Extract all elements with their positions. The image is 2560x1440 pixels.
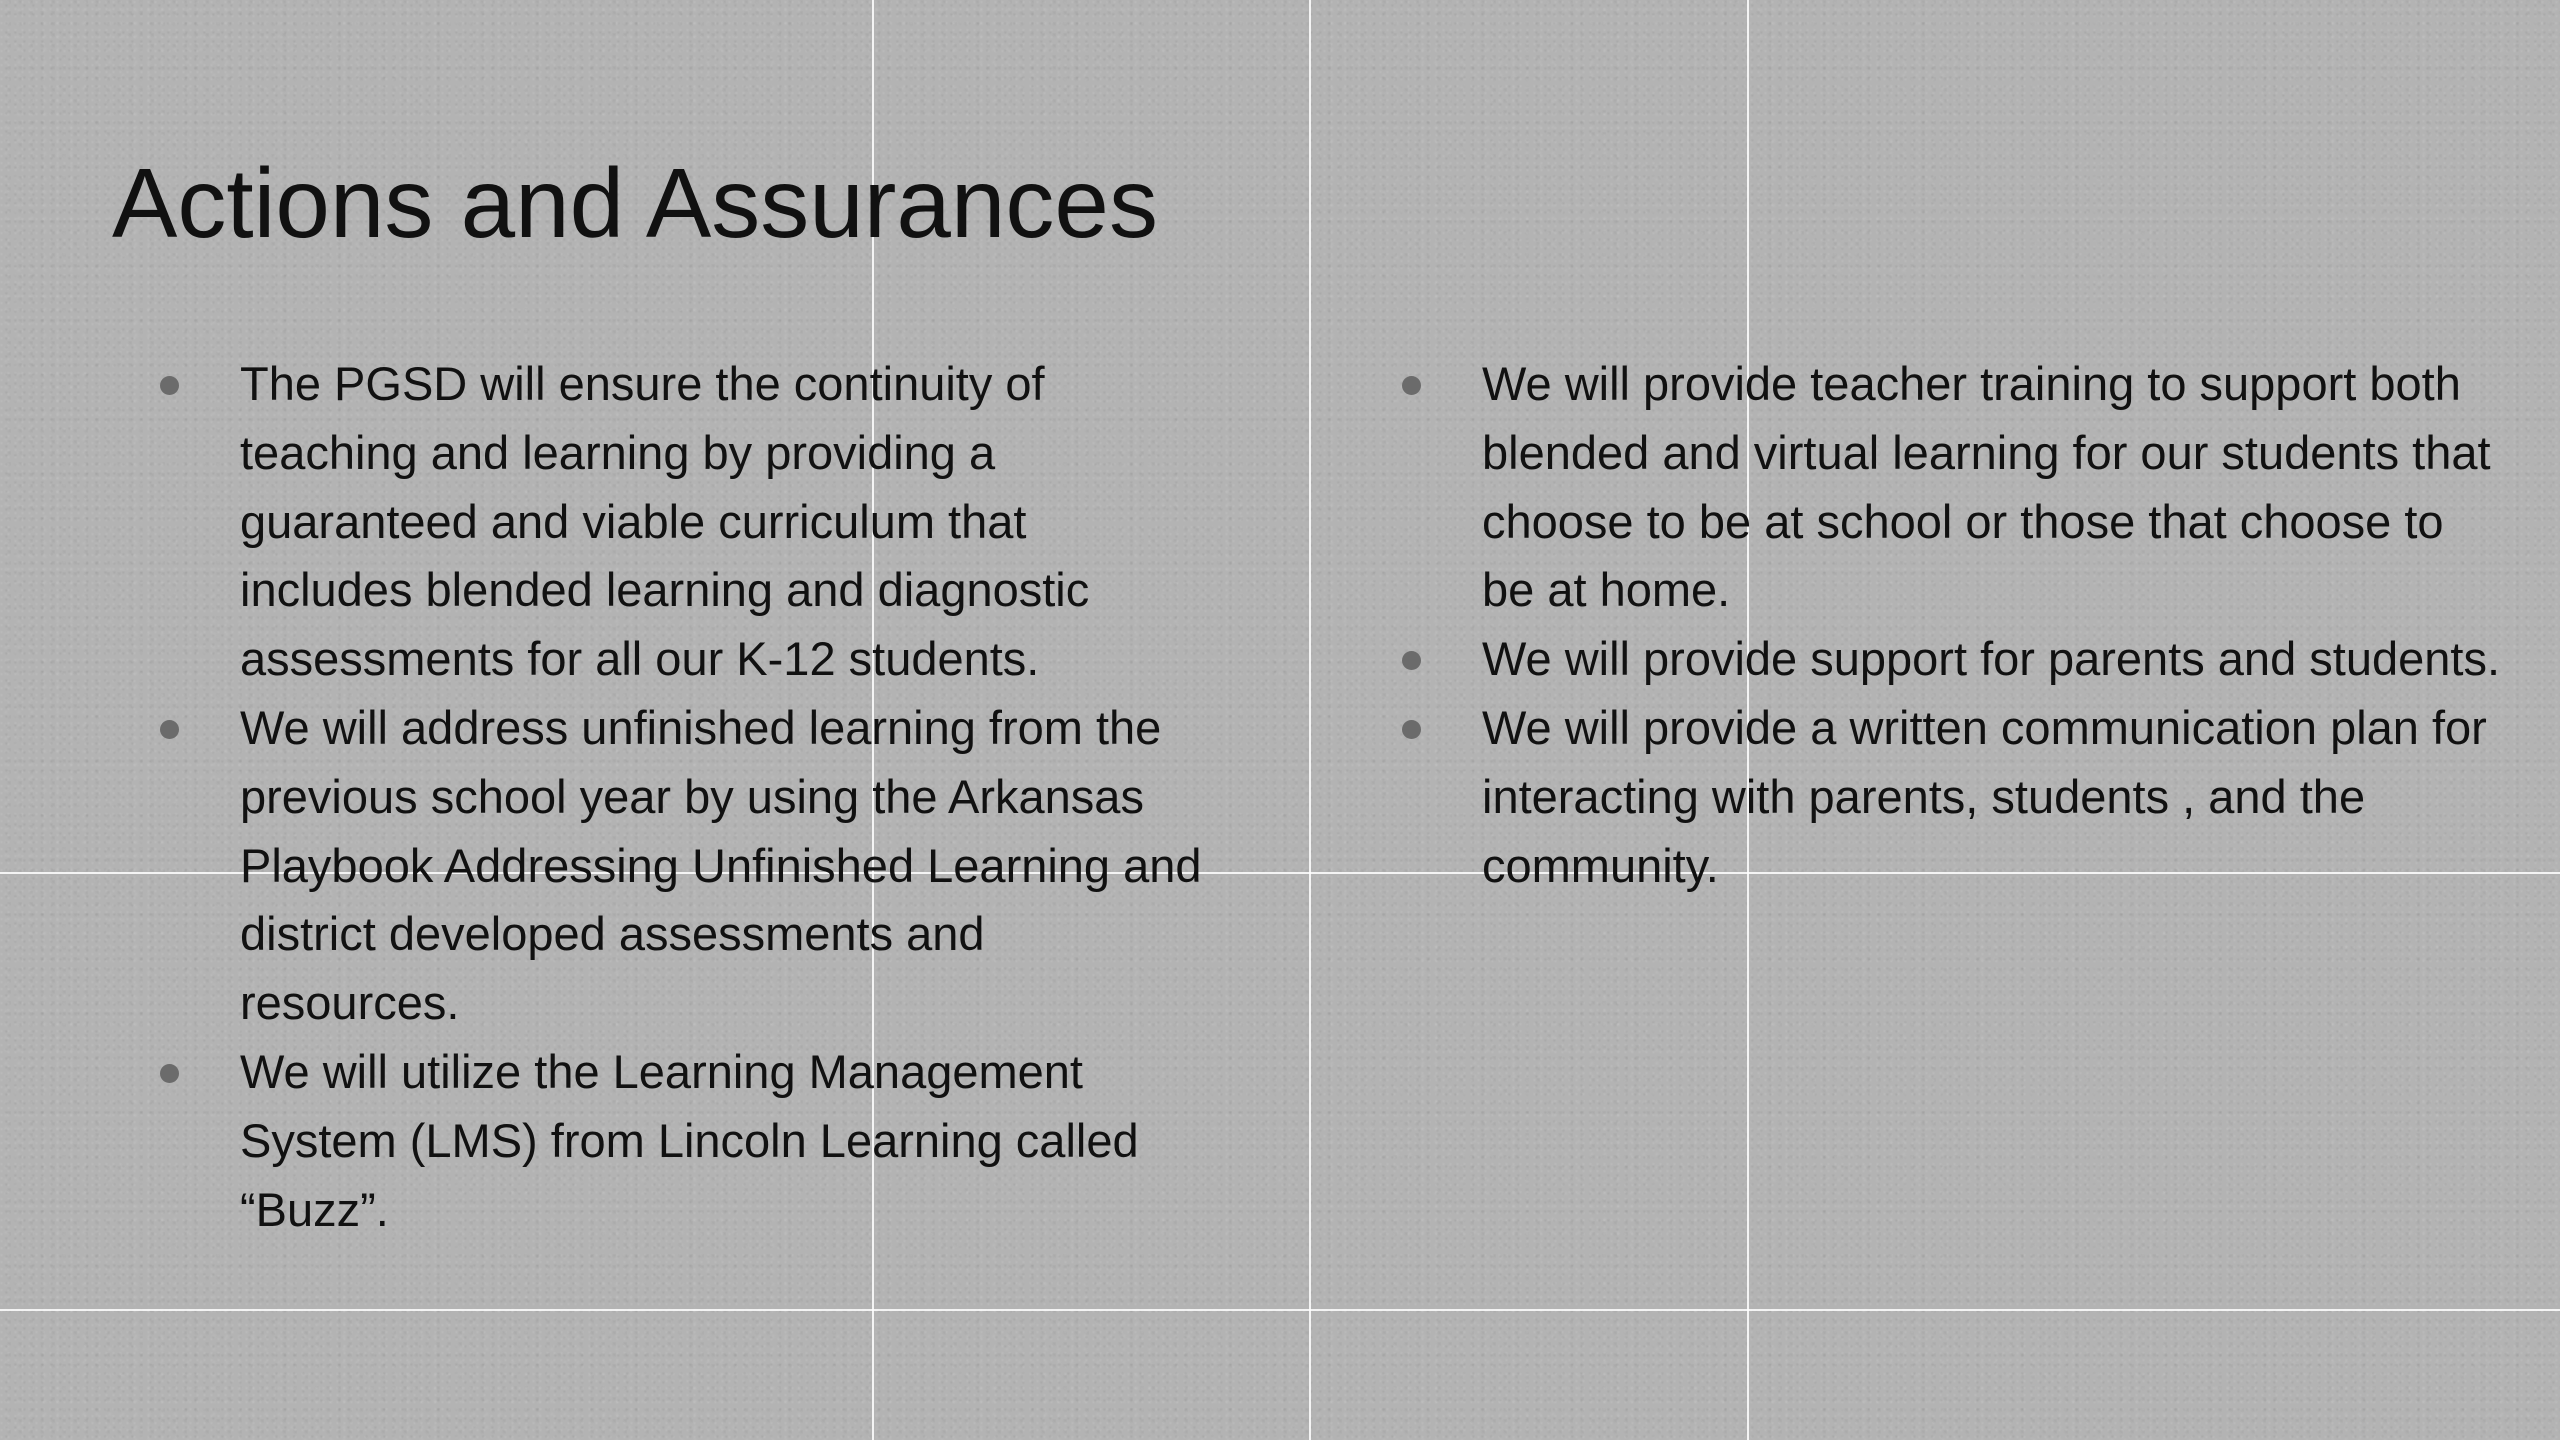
bullet-icon (160, 720, 179, 739)
slide-title: Actions and Assurances (112, 148, 1158, 258)
grid-line-horizontal (0, 1309, 2560, 1311)
bullet-text: We will provide a written communication plan for interacting with parents, students , and the community. (1482, 700, 2487, 892)
left-bullet-list (150, 350, 1210, 1244)
bullet-text: We will provide teacher training to support both blended and virtual learning for our students that choose to be at school or those that choose to be at home. (1482, 357, 2491, 617)
bullet-text: We will utilize the Learning Management System (LMS) from Lincoln Learning called “Buzz”. (240, 1044, 1139, 1236)
list-item (150, 350, 1210, 694)
bullet-icon (160, 376, 179, 395)
bullet-text: We will provide support for parents and students. (1482, 632, 2501, 686)
list-item (1392, 350, 2502, 625)
bullet-text: The PGSD will ensure the continuity of teaching and learning by providing a guaranteed and viable curriculum that includes blended learning and diagnostic assessments for all our K-12 students. (240, 357, 1090, 686)
bullet-icon (1402, 720, 1421, 739)
list-item (1392, 625, 2502, 694)
bullet-icon (160, 1064, 179, 1083)
bullet-text: We will address unfinished learning from the previous school year by using the Arkansas Playbook Addressing Unfinished Learning and district developed assessments and resources. (240, 700, 1202, 1030)
bullet-icon (1402, 376, 1421, 395)
list-item (150, 694, 1210, 1038)
right-bullet-list (1392, 350, 2502, 900)
list-item (150, 1038, 1210, 1244)
bullet-icon (1402, 651, 1421, 670)
grid-line-vertical (1309, 0, 1311, 1440)
list-item (1392, 694, 2502, 900)
